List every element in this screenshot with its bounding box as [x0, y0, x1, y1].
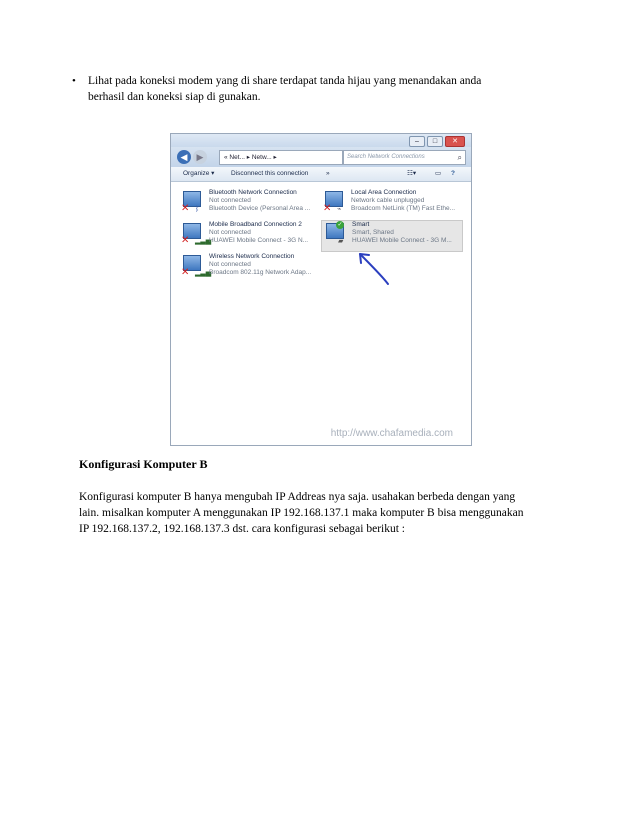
- bullet-line-2: berhasil dan koneksi siap di gunakan.: [88, 91, 261, 103]
- connection-bluetooth[interactable]: [179, 189, 319, 219]
- disconnected-x-icon: ✕: [181, 267, 190, 278]
- connection-local-area[interactable]: [321, 189, 461, 219]
- search-icon: ⌕: [457, 153, 462, 162]
- help-icon[interactable]: ?: [451, 170, 455, 177]
- connection-status: Network cable unplugged: [351, 197, 425, 204]
- search-input[interactable]: [343, 150, 466, 165]
- disconnected-x-icon: ✕: [181, 203, 190, 214]
- view-options-icon[interactable]: ☷▾: [407, 170, 417, 177]
- preview-pane-icon[interactable]: ▭: [435, 170, 442, 177]
- search-placeholder: Search Network Connections: [347, 154, 425, 160]
- bluetooth-icon: ᛒ: [195, 206, 200, 213]
- connection-name: Bluetooth Network Connection: [209, 189, 297, 196]
- bullet-dot: •: [72, 75, 76, 87]
- connection-device: Broadcom 802.11g Network Adap...: [209, 269, 312, 276]
- connection-name: Local Area Connection: [351, 189, 417, 196]
- network-connections-screenshot: [170, 133, 472, 446]
- back-icon[interactable]: ◀: [177, 150, 191, 164]
- connection-status: Not connected: [209, 261, 251, 268]
- connection-status: Not connected: [209, 197, 251, 204]
- disconnect-button[interactable]: Disconnect this connection: [231, 170, 309, 177]
- connection-name: Smart: [352, 221, 370, 228]
- organize-button[interactable]: Organize ▾: [183, 170, 215, 177]
- close-icon[interactable]: ✕: [445, 136, 465, 147]
- disconnected-x-icon: ✕: [181, 235, 190, 246]
- maximize-icon[interactable]: □: [427, 136, 443, 147]
- command-toolbar: [171, 167, 471, 182]
- more-button[interactable]: »: [326, 170, 330, 177]
- body-paragraph: [79, 489, 569, 537]
- modem-icon: ▰: [338, 238, 344, 245]
- connection-mobile-broadband-2[interactable]: [179, 221, 319, 251]
- bullet-line-1: Lihat pada koneksi modem yang di share terdapat tanda hijau yang menandakan anda: [88, 75, 482, 87]
- bullet-item: [72, 73, 558, 105]
- connection-device: Bluetooth Device (Personal Area ...: [209, 205, 311, 212]
- paragraph-line-1: Konfigurasi komputer B hanya mengubah IP Addreas nya saja. usahakan berbeda dengan yang: [79, 491, 516, 503]
- connection-device: HUAWEI Mobile Connect - 3G N...: [209, 237, 309, 244]
- signal-bars-icon: ▂▃▅: [195, 270, 212, 277]
- connection-status: Not connected: [209, 229, 251, 236]
- address-bar: [171, 147, 471, 167]
- shared-check-icon: ✓: [337, 222, 343, 228]
- connection-name: Wireless Network Connection: [209, 253, 295, 260]
- connection-wireless[interactable]: [179, 253, 319, 283]
- connection-status: Smart, Shared: [352, 229, 394, 236]
- address-field[interactable]: « Net... ▸ Netw... ▸: [219, 150, 343, 165]
- forward-icon[interactable]: ▶: [193, 150, 207, 164]
- paragraph-line-2: lain. misalkan komputer A menggunakan IP 192.168.137.1 maka komputer B bisa menggunakan: [79, 507, 524, 519]
- minimize-icon[interactable]: –: [409, 136, 425, 147]
- section-heading: Konfigurasi Komputer B: [79, 457, 208, 471]
- signal-bars-icon: ▂▃▅: [195, 238, 212, 245]
- ethernet-cable-icon: ⌁: [337, 206, 342, 213]
- connection-device: Broadcom NetLink (TM) Fast Ethe...: [351, 205, 456, 212]
- disconnected-x-icon: ✕: [323, 203, 332, 214]
- window-titlebar: [171, 134, 471, 147]
- connection-device: HUAWEI Mobile Connect - 3G M...: [352, 237, 452, 244]
- watermark: http://www.chafamedia.com: [330, 428, 453, 439]
- paragraph-line-3: IP 192.168.137.2, 192.168.137.3 dst. cara konfigurasi sebagai berikut :: [79, 523, 405, 535]
- hand-drawn-arrow-icon: [354, 248, 394, 288]
- connection-name: Mobile Broadband Connection 2: [209, 221, 302, 228]
